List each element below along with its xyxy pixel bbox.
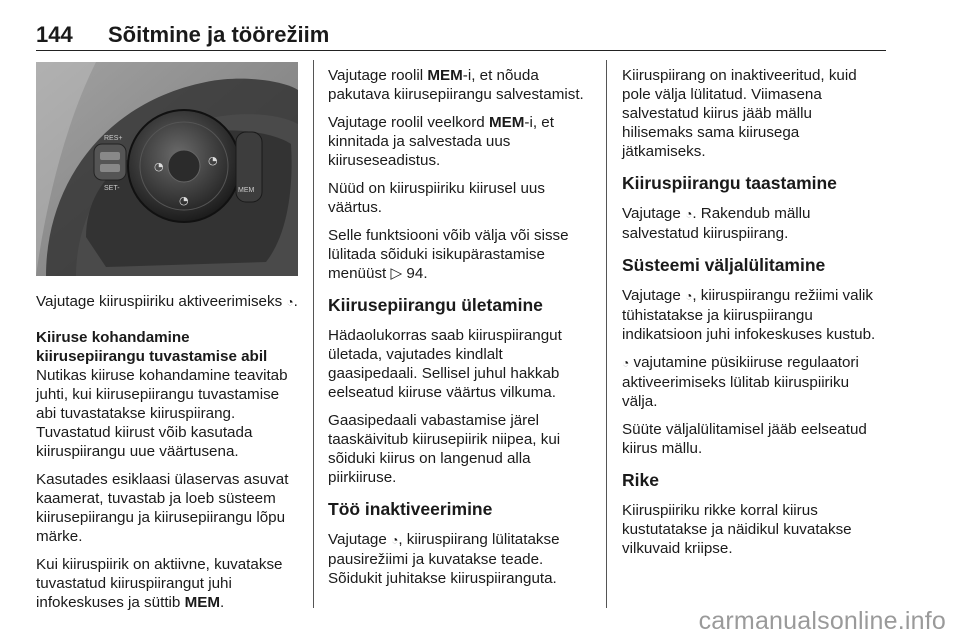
steering-wheel-illustration [36, 62, 298, 276]
page-ref[interactable]: 94 [406, 265, 424, 282]
col3-heading-off: Süsteemi väljalülitamine [622, 255, 826, 275]
header-rule [36, 50, 886, 51]
svg-text:◔: ◔ [179, 194, 189, 207]
col2-p4: Selle funktsiooni võib välja või sisse lülitada sõiduki isikupärastamise menüüst ▷ 94. [328, 227, 569, 282]
col3-heading-restore: Kiiruspiirangu taastamine [622, 173, 837, 193]
limiter-off-icon: ◔ [685, 289, 693, 303]
limiter-on-icon: ◔ [286, 295, 294, 309]
res-label: RES+ [104, 135, 123, 142]
svg-text:◔: ◔ [154, 160, 164, 173]
col2-p2: Vajutage roolil veelkord MEM-i, et kinnitada ja salvestada uus kiiruseseadistus. [328, 114, 554, 169]
col1-p3: Kasutades esiklaasi ülaservas asuvat kaamerat, tuvastab ja loeb süsteem kiirusepiirangu ja kiirusepiirangu lõpu märke. [36, 471, 289, 545]
column-divider-2 [606, 60, 607, 608]
col3-p1: Kiiruspiirang on inaktiveeritud, kuid pole välja lülitatud. Viimasena salvestatud kiirus jääb mällu hilisemaks sama kiirusega jätkamiseks. [622, 67, 857, 160]
column-2 [328, 66, 590, 597]
col3-p5: Süüte väljalülitamisel jääb eelseatud kiirus mällu. [622, 421, 867, 457]
col2-p1: Vajutage roolil MEM-i, et nõuda pakutava kiirusepiirangu salvestamist. [328, 67, 584, 103]
cruise-control-icon: ◔ [622, 356, 630, 370]
col3-heading-fault: Rike [622, 470, 659, 490]
col1-heading: Kiiruse kohandamine kiirusepiirangu tuvastamise abil [36, 329, 268, 365]
col3-p4: ◔ vajutamine püsikiiruse regulaatori aktiveerimiseks lülitab kiiruspiiriku välja. [622, 354, 859, 410]
col2-heading-deactivation: Töö inaktiveerimine [328, 499, 493, 519]
col3-p6: Kiiruspiiriku rikke korral kiirus kustutatakse ja näidikul kuvatakse vilkuvaid kriipse. [622, 502, 852, 557]
col2-p3: Nüüd on kiiruspiiriku kiirusel uus väärtus. [328, 180, 545, 216]
set-label: SET- [104, 185, 120, 192]
col3-p3: Vajutage ◔, kiiruspiirangu režiimi valik tühistatakse ja kiiruspiirangu indikatsioon juhi infokeskuses kustub. [622, 287, 876, 343]
page-number: 144 [36, 22, 73, 47]
page-title: Sõitmine ja töörežiim [108, 22, 330, 47]
page-ref-arrow-icon: ▷ [390, 265, 403, 282]
col1-p2: Nutikas kiiruse kohandamine teavitab juhti, kui kiirusepiirangu tuvastamise abi tuvastatakse kiiruspiirang. Tuvastatud kiirust võib kasutada kiiruspiirangu uue väärtusena. [36, 367, 288, 460]
col2-p7: Vajutage ◔, kiiruspiirang lülitatakse pausirežiimi ja kuvatakse teade. Sõidukit juhitakse kiiruspiiranguta. [328, 531, 560, 587]
col2-heading-override: Kiirusepiirangu ületamine [328, 295, 543, 315]
limiter-resume-icon: ◔ [685, 207, 693, 221]
svg-text:◔: ◔ [208, 154, 218, 167]
column-1 [36, 292, 302, 621]
page-header [36, 22, 329, 48]
mem-label: MEM [238, 187, 255, 194]
col3-p2: Vajutage ◔. Rakendub mällu salvestatud kiiruspiirang. [622, 205, 811, 242]
watermark: carmanualsonline.info [698, 607, 946, 635]
column-divider [313, 60, 314, 608]
col1-p1: Vajutage kiiruspiiriku aktiveerimiseks ◔. [36, 293, 298, 310]
steering-wheel-controls-figure [36, 62, 298, 276]
limiter-pause-icon: ◔ [391, 533, 399, 547]
col2-p6: Gaasipedaali vabastamise järel taaskäivitub kiirusepiirik niipea, kui sõiduki kiirus on langenud alla piirkiiruse. [328, 412, 561, 486]
column-3 [622, 66, 887, 567]
col1-p4: Kui kiiruspiirik on aktiivne, kuvatakse tuvastatud kiiruspiirangut juhi infokeskuses ja süttib MEM. [36, 556, 283, 611]
col2-p5: Hädaolukorras saab kiiruspiirangut ületada, vajutades kindlalt gaasipedaali. Sellisel juhul hakkab eelseatud kiiruse väärtus vilkuma. [328, 327, 562, 401]
